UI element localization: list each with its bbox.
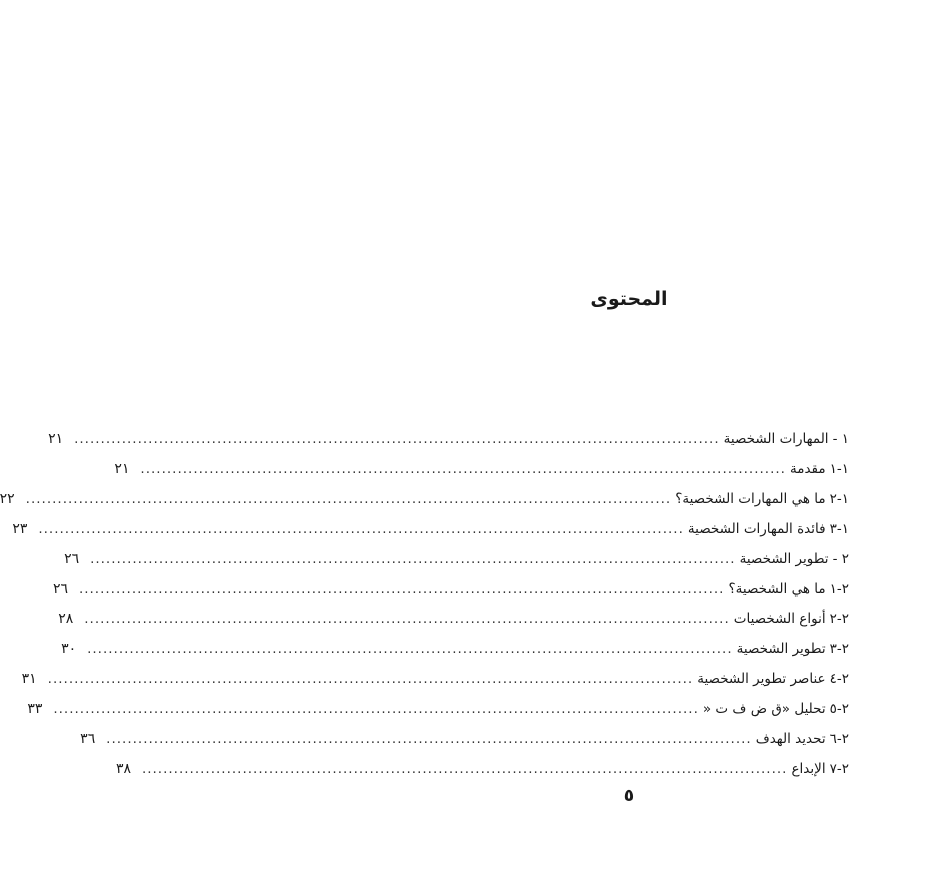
toc-entry	[114, 454, 849, 484]
toc-entry-number: ٢-٢	[829, 611, 849, 627]
toc-entry-number: ١-٢	[829, 491, 849, 507]
toc-entry-number: ٢-٥	[829, 701, 849, 717]
toc-entry-title: أنواع الشخصيات	[733, 611, 826, 627]
toc-entry-title: ما هي الشخصية؟	[728, 581, 826, 597]
page-number: ٥	[623, 786, 635, 806]
toc-entry-page: ٣٠	[61, 641, 77, 657]
toc-entry-number: ٢-٣	[829, 641, 849, 657]
toc-entry-page: ٢٦	[52, 581, 68, 597]
dot-leader: ..........................................................................................................................	[87, 641, 733, 657]
toc-entry-page: ٢٣	[12, 521, 28, 537]
table-of-contents	[0, 424, 849, 784]
toc-entry-title: فائدة المهارات الشخصية	[687, 521, 826, 537]
toc-entry	[115, 754, 849, 784]
toc-entry-title: تطوير الشخصية	[736, 641, 826, 657]
toc-entry-page: ٣٨	[115, 761, 131, 777]
toc-entry-number: ٢ -	[832, 551, 849, 567]
toc-entry-number: ٢-٤	[829, 671, 849, 687]
dot-leader: ..........................................................................................................................	[141, 761, 788, 777]
toc-entry-title: تحديد الهدف	[755, 731, 826, 747]
dot-leader: ..........................................................................................................................	[106, 731, 752, 747]
toc-entry-number: ١ -	[832, 431, 849, 447]
toc-entry	[12, 514, 849, 544]
toc-entry	[64, 544, 849, 574]
toc-entry-title: ما هي المهارات الشخصية؟	[675, 491, 826, 507]
toc-entry-title: تحليل «ق ض ف ت «	[702, 701, 826, 717]
toc-entry-page: ٢٢	[0, 491, 15, 507]
toc-entry-title: الإبداع	[791, 761, 826, 777]
toc-entry-page: ٢٨	[58, 611, 74, 627]
dot-leader: ..........................................................................................................................	[78, 581, 725, 597]
toc-entry-title: مقدمة	[789, 461, 826, 477]
toc-entry-page: ٣٦	[80, 731, 96, 747]
toc-entry-page: ٢١	[114, 461, 130, 477]
toc-entry-title: عناصر تطوير الشخصية	[697, 671, 826, 687]
toc-entry-page: ٣٣	[27, 701, 43, 717]
dot-leader: ..........................................................................................................................	[53, 701, 699, 717]
toc-entry	[52, 574, 849, 604]
dot-leader: ..........................................................................................................................	[90, 551, 736, 567]
toc-entry-number: ٢-١	[829, 581, 849, 597]
toc-entry	[61, 634, 849, 664]
page-title: المحتوى	[590, 288, 668, 310]
toc-entry-number: ٢-٧	[829, 761, 849, 777]
toc-entry	[0, 484, 849, 514]
toc-entry-page: ٢٦	[64, 551, 80, 567]
dot-leader: ..........................................................................................................................	[84, 611, 730, 627]
toc-entry	[21, 664, 849, 694]
toc-entry-page: ٣١	[21, 671, 37, 687]
dot-leader: ..........................................................................................................................	[25, 491, 672, 507]
dot-leader: ..........................................................................................................................	[140, 461, 786, 477]
dot-leader: ..........................................................................................................................	[74, 431, 720, 447]
toc-entry	[48, 424, 849, 454]
toc-entry-number: ٢-٦	[829, 731, 849, 747]
toc-entry	[58, 604, 849, 634]
toc-entry-page: ٢١	[48, 431, 64, 447]
toc-entry-number: ١-١	[829, 461, 849, 477]
toc-entry-title: المهارات الشخصية	[723, 431, 829, 447]
dot-leader: ..........................................................................................................................	[47, 671, 694, 687]
toc-entry-number: ١-٣	[829, 521, 849, 537]
toc-entry	[27, 694, 849, 724]
dot-leader: ..........................................................................................................................	[38, 521, 684, 537]
toc-entry	[80, 724, 849, 754]
toc-entry-title: تطوير الشخصية	[739, 551, 829, 567]
